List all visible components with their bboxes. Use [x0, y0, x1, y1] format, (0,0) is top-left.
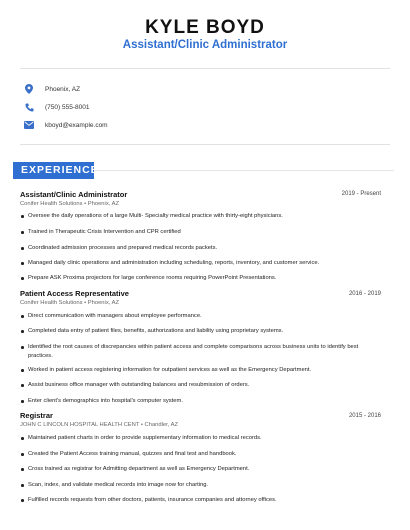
contact-location — [20, 82, 80, 96]
list-item: Created the Patient Access training manual, quizzes and final test and handbook. — [20, 450, 375, 459]
contact-divider — [20, 144, 390, 145]
list-item: Prepare ASK Proxima projectors for large conference rooms requiring PowerPoint Presentations. — [20, 274, 375, 283]
list-item: Coordinated admission processes and prepared medical records packets. — [20, 244, 375, 253]
phone-text: (750) 555-8001 — [45, 103, 90, 111]
job-title: Assistant/Clinic Administrator — [20, 190, 128, 199]
job-company: JOHN C LINCOLN HOSPITAL HEALTH CENT • Chandler, AZ — [20, 422, 179, 428]
list-item: Enter client's demographics into hospital's computer system. — [20, 397, 375, 406]
list-item: Identified the root causes of discrepancies within patient access and complete comparisons across business units to identify best practices. — [20, 343, 375, 360]
job-company: Conifer Health Solutions • Phoenix, AZ — [20, 300, 120, 306]
email-text: kboyd@example.com — [45, 121, 108, 129]
map-pin-icon — [23, 83, 35, 95]
list-item: Fulfilled records requests from other doctors, patients, insurance companies and attorney offices. — [20, 496, 375, 505]
job-dates: 2016 - 2019 — [348, 291, 381, 297]
job-dates: 2015 - 2016 — [348, 413, 381, 419]
job-title: Registrar — [20, 411, 53, 420]
header-divider — [20, 68, 390, 69]
job-dates: 2019 - Present — [341, 191, 381, 197]
job-company: Conifer Health Solutions • Phoenix, AZ — [20, 201, 120, 207]
list-item: Maintained patient charts in order to provide supplementary information to medical records. — [20, 434, 375, 443]
list-item: Cross trained as registrar for Admitting department as well as Emergency Department. — [20, 465, 375, 474]
phone-icon — [23, 101, 35, 113]
list-item: Managed daily clinic operations and administration including scheduling, reports, inventory, and customer service. — [20, 259, 375, 268]
resume-role: Assistant/Clinic Administrator — [122, 39, 288, 51]
list-item: Oversee the daily operations of a large Multi- Specialty medical practice with thirty-eight physicians. — [20, 212, 375, 221]
list-item: Direct communication with managers about employee performance. — [20, 312, 375, 321]
section-rule — [94, 170, 394, 171]
contact-email — [20, 118, 108, 132]
section-heading-experience: EXPERIENCE — [13, 162, 94, 179]
list-item: Scan, index, and validate medical records into image now for charting. — [20, 481, 375, 490]
job-title: Patient Access Representative — [20, 289, 129, 298]
list-item: Worked in patient access registering information for outpatient services as well as the Emergency Department. — [20, 366, 375, 375]
list-item: Trained in Therapeutic Crisis Intervention and CPR certified — [20, 228, 375, 237]
resume-name: KYLE BOYD — [145, 17, 265, 38]
list-item: Assist business office manager with outstanding balances and resubmission of orders. — [20, 381, 375, 390]
contact-phone — [20, 100, 89, 114]
location-text: Phoenix, AZ — [45, 85, 81, 93]
envelope-icon — [23, 119, 35, 131]
list-item: Completed data entry of patient files, benefits, authorizations and liability using proprietary systems. — [20, 327, 375, 336]
